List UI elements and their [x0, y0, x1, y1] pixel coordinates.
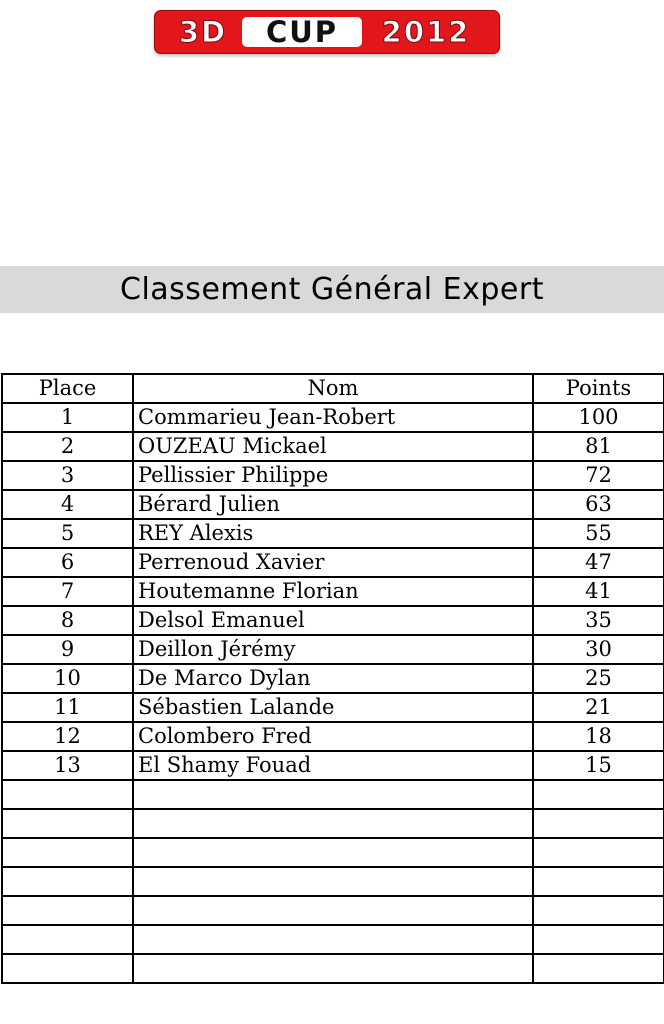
cell-nom	[133, 925, 533, 954]
cell-place: 5	[2, 519, 133, 548]
cell-nom: Sébastien Lalande	[133, 693, 533, 722]
cell-place: 8	[2, 606, 133, 635]
cell-place: 3	[2, 461, 133, 490]
table-row	[2, 635, 664, 664]
cell-points	[533, 925, 664, 954]
table-row	[2, 577, 664, 606]
table-row-empty	[2, 896, 664, 925]
header-nom: Nom	[133, 374, 533, 403]
cell-points: 81	[533, 432, 664, 461]
cell-nom: OUZEAU Mickael	[133, 432, 533, 461]
table-row-empty	[2, 925, 664, 954]
table-row	[2, 432, 664, 461]
cell-place: 2	[2, 432, 133, 461]
header-points: Points	[533, 374, 664, 403]
table-row-empty	[2, 780, 664, 809]
cell-nom	[133, 780, 533, 809]
cell-place	[2, 867, 133, 896]
cell-place: 9	[2, 635, 133, 664]
table-body	[2, 403, 664, 983]
cell-points: 30	[533, 635, 664, 664]
cell-points: 63	[533, 490, 664, 519]
cell-place	[2, 954, 133, 983]
cell-nom: Delsol Emanuel	[133, 606, 533, 635]
cell-points	[533, 954, 664, 983]
header-place: Place	[2, 374, 133, 403]
cell-points: 15	[533, 751, 664, 780]
logo-3d-cup-2012	[154, 10, 500, 54]
cell-nom: Houtemanne Florian	[133, 577, 533, 606]
cell-nom	[133, 954, 533, 983]
cell-points: 41	[533, 577, 664, 606]
table-row	[2, 751, 664, 780]
cell-place: 7	[2, 577, 133, 606]
cell-place: 1	[2, 403, 133, 432]
cell-place: 10	[2, 664, 133, 693]
table-row	[2, 693, 664, 722]
cell-place: 12	[2, 722, 133, 751]
cell-points	[533, 838, 664, 867]
cell-nom: Colombero Fred	[133, 722, 533, 751]
cell-points	[533, 867, 664, 896]
cell-nom: Perrenoud Xavier	[133, 548, 533, 577]
cell-nom	[133, 809, 533, 838]
table-row	[2, 403, 664, 432]
cell-place: 13	[2, 751, 133, 780]
cell-points: 18	[533, 722, 664, 751]
table-row	[2, 606, 664, 635]
cell-nom: Deillon Jérémy	[133, 635, 533, 664]
cell-nom: De Marco Dylan	[133, 664, 533, 693]
cell-nom: REY Alexis	[133, 519, 533, 548]
cell-nom	[133, 867, 533, 896]
table-row	[2, 519, 664, 548]
table-row-empty	[2, 954, 664, 983]
logo-year-text: 2012	[381, 14, 471, 49]
cell-place	[2, 838, 133, 867]
table-row	[2, 461, 664, 490]
cell-points: 47	[533, 548, 664, 577]
cell-nom: Pellissier Philippe	[133, 461, 533, 490]
table-row	[2, 548, 664, 577]
table-row	[2, 490, 664, 519]
cell-points: 35	[533, 606, 664, 635]
cell-points	[533, 780, 664, 809]
cell-nom: El Shamy Fouad	[133, 751, 533, 780]
logo-cup-text: CUP	[242, 17, 362, 47]
cell-place	[2, 809, 133, 838]
cell-nom	[133, 838, 533, 867]
cell-points: 55	[533, 519, 664, 548]
page-title: Classement Général Expert	[120, 272, 544, 307]
cell-points: 72	[533, 461, 664, 490]
cell-place	[2, 896, 133, 925]
cell-place	[2, 780, 133, 809]
table-row-empty	[2, 838, 664, 867]
table-header-row	[2, 374, 664, 403]
cell-nom	[133, 896, 533, 925]
cell-points	[533, 809, 664, 838]
cell-place: 4	[2, 490, 133, 519]
cell-place: 11	[2, 693, 133, 722]
table-row	[2, 664, 664, 693]
table-row-empty	[2, 867, 664, 896]
cell-points: 100	[533, 403, 664, 432]
cell-nom: Commarieu Jean-Robert	[133, 403, 533, 432]
table-row	[2, 722, 664, 751]
logo-3d-text: 3D	[178, 14, 228, 49]
table-row-empty	[2, 809, 664, 838]
cell-place: 6	[2, 548, 133, 577]
cell-points	[533, 896, 664, 925]
cell-place	[2, 925, 133, 954]
title-banner	[0, 266, 664, 313]
ranking-table	[1, 373, 664, 984]
cell-nom: Bérard Julien	[133, 490, 533, 519]
cell-points: 25	[533, 664, 664, 693]
cell-points: 21	[533, 693, 664, 722]
